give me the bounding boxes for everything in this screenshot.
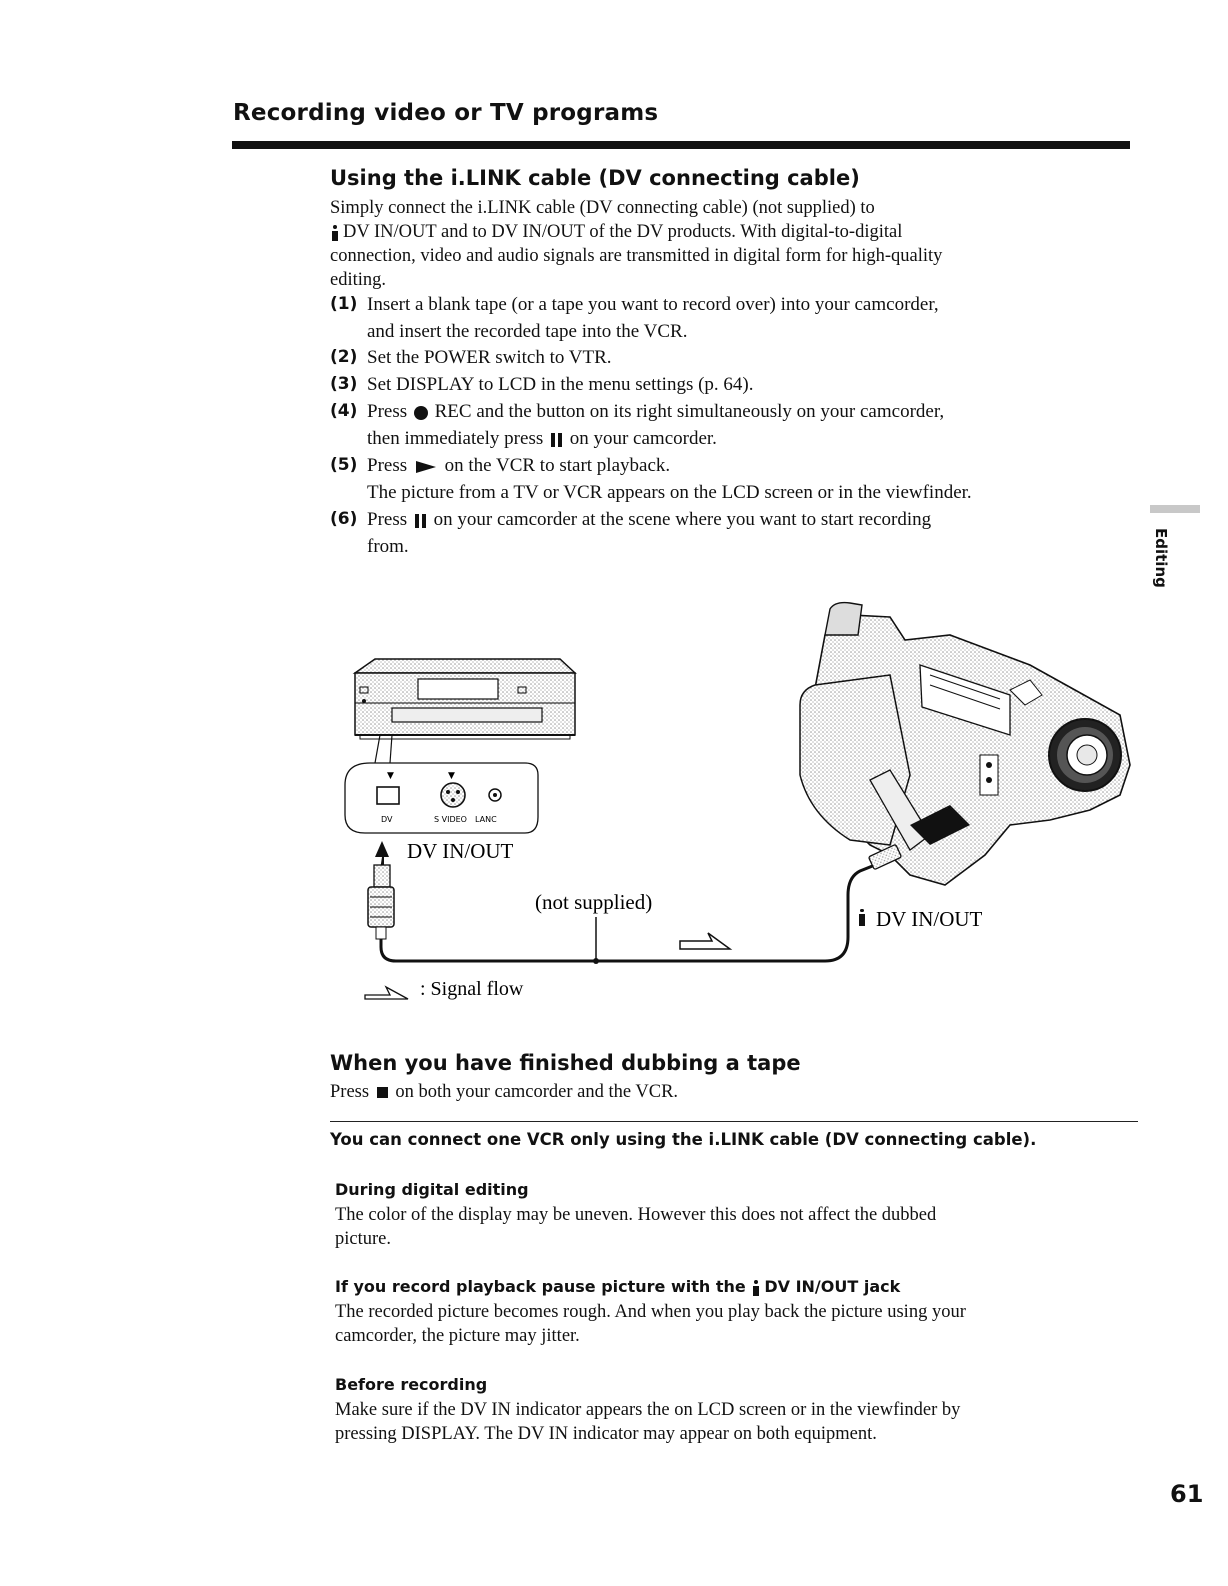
- step-1: [330, 291, 1130, 345]
- step-number: (2): [330, 347, 358, 367]
- note-line: Make sure if the DV IN indicator appears the on LCD screen or in the viewfinder by: [335, 1400, 961, 1420]
- step-3: [330, 371, 1130, 398]
- note-line: picture.: [335, 1229, 391, 1249]
- page-number: 61: [1170, 1480, 1204, 1508]
- signal-flow-legend: [365, 978, 524, 1000]
- svg-text:▼: ▼: [387, 771, 394, 781]
- camcorder-dv-in-out-label-group: [859, 907, 983, 931]
- step-6: [330, 506, 1130, 560]
- vcr-jack-panel: [345, 735, 538, 833]
- signal-flow-arrow-icon: [680, 933, 730, 949]
- step-text: [367, 506, 1130, 533]
- intro-paragraph: [330, 196, 1130, 292]
- step-text: Set DISPLAY to LCD in the menu settings (p. 64).: [367, 374, 754, 395]
- note-line: pressing DISPLAY. The DV IN indicator may appear on both equipment.: [335, 1424, 877, 1444]
- ilink-icon: [330, 225, 340, 241]
- step-text-b: on the VCR to start playback.: [444, 455, 671, 476]
- stop-icon: [377, 1087, 388, 1098]
- step-text-continued: The picture from a TV or VCR appears on the LCD screen or in the viewfinder.: [367, 482, 972, 503]
- intro-line-3: connection, video and audio signals are transmitted in digital form for high-quality: [330, 246, 943, 266]
- step-text-a: Press: [367, 455, 408, 476]
- note-body-digital-editing: [335, 1203, 1125, 1251]
- step-text-b: on your camcorder.: [569, 428, 717, 449]
- connection-diagram: [330, 595, 1140, 1015]
- side-tab-marker: [1150, 505, 1200, 513]
- step-4: [330, 398, 1130, 452]
- intro-line-4: editing.: [330, 270, 387, 290]
- dv-jack-icon: [377, 787, 399, 804]
- step-number: (1): [330, 294, 358, 314]
- step-text-b: REC and the button on its right simultaneously on your camcorder,: [434, 401, 945, 422]
- play-icon: [416, 461, 436, 473]
- step-number: (4): [330, 401, 358, 421]
- record-dot-icon: [414, 406, 428, 420]
- finished-text-a: Press: [330, 1082, 370, 1102]
- step-number: (6): [330, 509, 358, 529]
- note-line: The recorded picture becomes rough. And when you play back the picture using your: [335, 1302, 966, 1322]
- side-tab: [1140, 528, 1180, 608]
- intro-line-1: Simply connect the i.LINK cable (DV connecting cable) (not supplied) to: [330, 198, 875, 218]
- note-title-text-a: If you record playback pause picture with the: [335, 1277, 746, 1296]
- note-line: camcorder, the picture may jitter.: [335, 1326, 580, 1346]
- step-number: (3): [330, 374, 358, 394]
- page-heading: Recording video or TV programs: [233, 100, 659, 126]
- pause-icon: [551, 433, 562, 447]
- note-body-pause-picture: [335, 1300, 1135, 1348]
- vcr-dv-in-out-label: DV IN/OUT: [407, 839, 514, 863]
- note-title-text-b: DV IN/OUT jack: [764, 1277, 901, 1296]
- step-text: Set the POWER switch to VTR.: [367, 347, 612, 368]
- camcorder-dv-in-out-label: DV IN/OUT: [876, 907, 983, 931]
- note-body-before-recording: [335, 1398, 1135, 1446]
- finished-text-b: on both your camcorder and the VCR.: [395, 1082, 679, 1102]
- note-line: The color of the display may be uneven. However this does not affect the dubbed: [335, 1205, 937, 1225]
- pause-icon: [415, 514, 426, 528]
- step-text-continued: and insert the recorded tape into the VCR.: [367, 321, 688, 342]
- vcr-plug-illustration: [368, 865, 394, 939]
- step-text-a: then immediately press: [367, 428, 544, 449]
- step-text-b: on your camcorder at the scene where you want to start recording: [433, 509, 932, 530]
- section-title-finished: When you have finished dubbing a tape: [330, 1051, 801, 1075]
- note-title-before-recording: Before recording: [335, 1375, 488, 1394]
- step-text-continued: from.: [367, 536, 409, 557]
- intro-line-2-text: DV IN/OUT and to DV IN/OUT of the DV products. With digital-to-digital: [343, 222, 903, 242]
- intro-line-2: [330, 220, 1130, 244]
- camcorder-illustration: [800, 603, 1130, 885]
- svg-text:▼: ▼: [448, 771, 455, 781]
- step-text-continued: [367, 425, 1130, 452]
- vcr-illustration: [355, 659, 575, 739]
- step-5: [330, 452, 1130, 506]
- jack-label-dv: DV: [381, 815, 393, 824]
- step-text-a: Press: [367, 509, 408, 530]
- heading-rule: [232, 141, 1130, 149]
- s-video-jack-icon: [441, 783, 465, 807]
- note-title-pause-picture: [335, 1277, 900, 1296]
- step-number: (5): [330, 455, 358, 475]
- section-title-ilink: Using the i.LINK cable (DV connecting cable): [330, 166, 860, 190]
- signal-flow-legend-text: : Signal flow: [420, 978, 524, 1000]
- notes-divider: [330, 1121, 1138, 1122]
- note-connect-one-vcr: You can connect one VCR only using the i.LINK cable (DV connecting cable).: [330, 1130, 1037, 1149]
- note-title-digital-editing: During digital editing: [335, 1180, 529, 1199]
- step-2: [330, 344, 1130, 371]
- jack-label-lanc: LANC: [475, 815, 497, 824]
- step-text: [367, 452, 1130, 479]
- ilink-icon: [751, 1280, 761, 1296]
- jack-label-svideo: S VIDEO: [434, 815, 467, 824]
- step-text: [367, 398, 1130, 425]
- side-tab-label: Editing: [1152, 528, 1170, 588]
- signal-flow-legend-icon: [365, 987, 408, 999]
- cable-not-supplied-label: (not supplied): [535, 890, 653, 914]
- step-text-a: Press: [367, 401, 408, 422]
- step-text: Insert a blank tape (or a tape you want to record over) into your camcorder,: [367, 294, 939, 315]
- finished-instruction: [330, 1080, 678, 1104]
